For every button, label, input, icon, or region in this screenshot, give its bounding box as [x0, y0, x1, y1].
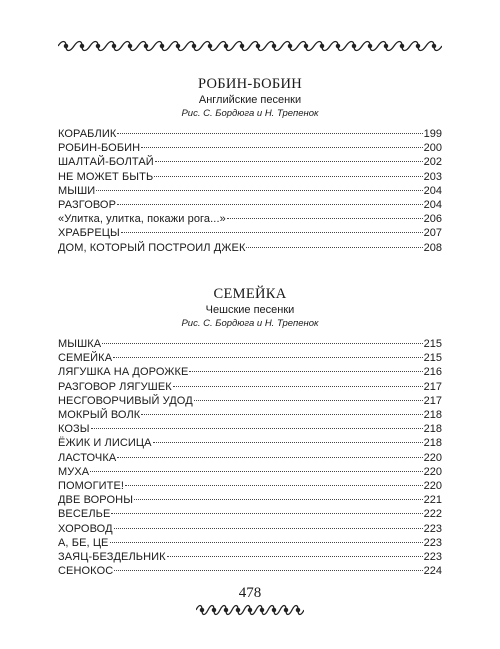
toc-entry: [58, 141, 442, 155]
dot-leader: [117, 204, 423, 205]
dot-leader: [91, 428, 423, 429]
dot-leader: [246, 247, 422, 248]
toc-entry-page: 204: [423, 199, 442, 212]
toc-entry-title: РАЗГОВОР: [58, 199, 117, 212]
toc-entry-title: ДВЕ ВОРОНЫ: [58, 494, 134, 507]
illustration-credit: Рис. С. Бордюга и Н. Трепенок: [181, 318, 319, 329]
dot-leader: [134, 499, 423, 500]
dot-leader: [111, 513, 422, 514]
dot-leader: [117, 133, 422, 134]
dot-leader: [114, 570, 422, 571]
toc-entry-title: ДОМ, КОТОРЫЙ ПОСТРОИЛ ДЖЕК: [58, 241, 246, 254]
toc-entry-title: А, БЕ, ЦЕ: [58, 536, 109, 549]
dot-leader: [90, 471, 422, 472]
toc-entry-title: ЗАЯЦ-БЕЗДЕЛЬНИК: [58, 551, 166, 564]
toc-entry-page: 199: [423, 128, 442, 140]
toc-entry-title: ХОРОВОД: [58, 522, 113, 535]
toc-entry-title: «Улитка, улитка, покажи рога...»: [58, 213, 226, 226]
toc-entry-title: МУХА: [58, 465, 90, 478]
toc-entry: [58, 479, 442, 493]
toc-entry-page: 218: [423, 437, 442, 450]
toc-entry-page: 220: [423, 480, 442, 493]
toc-list: [58, 337, 442, 578]
toc-entry: [58, 465, 442, 479]
toc-entry-page: 217: [423, 380, 442, 393]
toc-entry-title: ХРАБРЕЦЫ: [58, 227, 120, 240]
toc-entry: [58, 550, 442, 564]
toc-entry-page: 215: [423, 338, 442, 350]
toc-entry-title: ЛЯГУШКА НА ДОРОЖКЕ: [58, 366, 189, 379]
toc-entry: [58, 507, 442, 521]
toc-entry: [58, 212, 442, 226]
toc-entry: [58, 436, 442, 450]
section-subtitle: Чешские песенки: [205, 304, 295, 316]
toc-entry: [58, 493, 442, 507]
toc-entry-page: 216: [423, 366, 442, 379]
top-ornament-icon: [58, 39, 442, 53]
dot-leader: [114, 528, 423, 529]
toc-entry-page: 218: [423, 423, 442, 436]
dot-leader: [194, 400, 423, 401]
dot-leader: [154, 176, 422, 177]
toc-entry: [58, 522, 442, 536]
toc-entry-page: 208: [423, 241, 442, 254]
toc-entry: [58, 198, 442, 212]
toc-entry-page: 215: [423, 352, 442, 365]
toc-entry-title: МЫШИ: [58, 184, 96, 197]
toc-entry-page: 223: [423, 536, 442, 549]
toc-entry-title: МОКРЫЙ ВОЛК: [58, 409, 141, 422]
toc-entry: [58, 155, 442, 169]
toc-entry: [58, 536, 442, 550]
section-semeyka: [58, 286, 442, 578]
toc-entry-title: ВЕСЕЛЬЕ: [58, 508, 111, 521]
toc-list: [58, 127, 442, 255]
dot-leader: [96, 190, 422, 191]
toc-entry: [58, 422, 442, 436]
toc-entry-page: 203: [423, 170, 442, 183]
toc-entry-title: НЕ МОЖЕТ БЫТЬ: [58, 170, 154, 183]
toc-entry-title: РАЗГОВОР ЛЯГУШЕК: [58, 380, 172, 393]
toc-entry-title: СЕМЕЙКА: [58, 352, 113, 365]
toc-entry: [58, 184, 442, 198]
toc-entry-page: 206: [423, 213, 442, 226]
section-title: РОБИН-БОБИН: [197, 76, 303, 92]
dot-leader: [110, 542, 423, 543]
toc-entry-title: РОБИН-БОБИН: [58, 142, 141, 155]
dot-leader: [227, 218, 423, 219]
toc-entry-title: ЁЖИК И ЛИСИЦА: [58, 437, 152, 450]
toc-entry: [58, 564, 442, 578]
section-subtitle: Английские песенки: [198, 94, 302, 106]
dot-leader: [189, 371, 422, 372]
toc-entry-page: 221: [423, 494, 442, 507]
toc-entry-page: 220: [423, 465, 442, 478]
section-robin-bobin: [58, 76, 442, 255]
toc-entry: [58, 451, 442, 465]
toc-entry: [58, 351, 442, 365]
toc-entry-page: 223: [423, 551, 442, 564]
dot-leader: [102, 343, 422, 344]
toc-entry-title: КОЗЫ: [58, 423, 90, 436]
toc-entry: [58, 408, 442, 422]
dot-leader: [167, 556, 423, 557]
toc-entry-page: 224: [423, 565, 442, 578]
toc-entry-title: НЕСГОВОРЧИВЫЙ УДОД: [58, 394, 193, 407]
toc-entry-title: МЫШКА: [58, 338, 102, 350]
dot-leader: [141, 414, 422, 415]
toc-entry-title: КОРАБЛИК: [58, 128, 117, 140]
toc-entry: [58, 170, 442, 184]
toc-entry-page: 202: [423, 156, 442, 169]
dot-leader: [117, 457, 422, 458]
toc-entry-page: 218: [423, 409, 442, 422]
toc-entry: [58, 226, 442, 240]
toc-entry-page: 217: [423, 394, 442, 407]
dot-leader: [173, 386, 423, 387]
toc-entry-title: ЛАСТОЧКА: [58, 451, 117, 464]
toc-entry-title: ШАЛТАЙ-БОЛТАЙ: [58, 156, 154, 169]
dot-leader: [155, 161, 423, 162]
illustration-credit: Рис. С. Бордюга и Н. Трепенок: [181, 108, 319, 119]
section-title: СЕМЕЙКА: [213, 286, 287, 302]
toc-entry-title: СЕНОКОС: [58, 565, 114, 578]
toc-entry-page: 200: [423, 142, 442, 155]
toc-entry: [58, 394, 442, 408]
toc-entry: [58, 241, 442, 255]
toc-entry: [58, 337, 442, 351]
dot-leader: [121, 232, 423, 233]
toc-entry-page: 207: [423, 227, 442, 240]
dot-leader: [141, 147, 422, 148]
toc-entry-title: ПОМОГИТЕ!: [58, 480, 125, 493]
dot-leader: [153, 442, 423, 443]
toc-entry: [58, 127, 442, 141]
page-number: 478: [238, 585, 262, 601]
toc-entry-page: 223: [423, 522, 442, 535]
toc-entry-page: 222: [423, 508, 442, 521]
toc-entry-page: 204: [423, 184, 442, 197]
toc-entry: [58, 380, 442, 394]
bottom-ornament-icon: [196, 603, 304, 617]
toc-entry: [58, 365, 442, 379]
dot-leader: [125, 485, 423, 486]
dot-leader: [113, 357, 423, 358]
toc-entry-page: 220: [423, 451, 442, 464]
